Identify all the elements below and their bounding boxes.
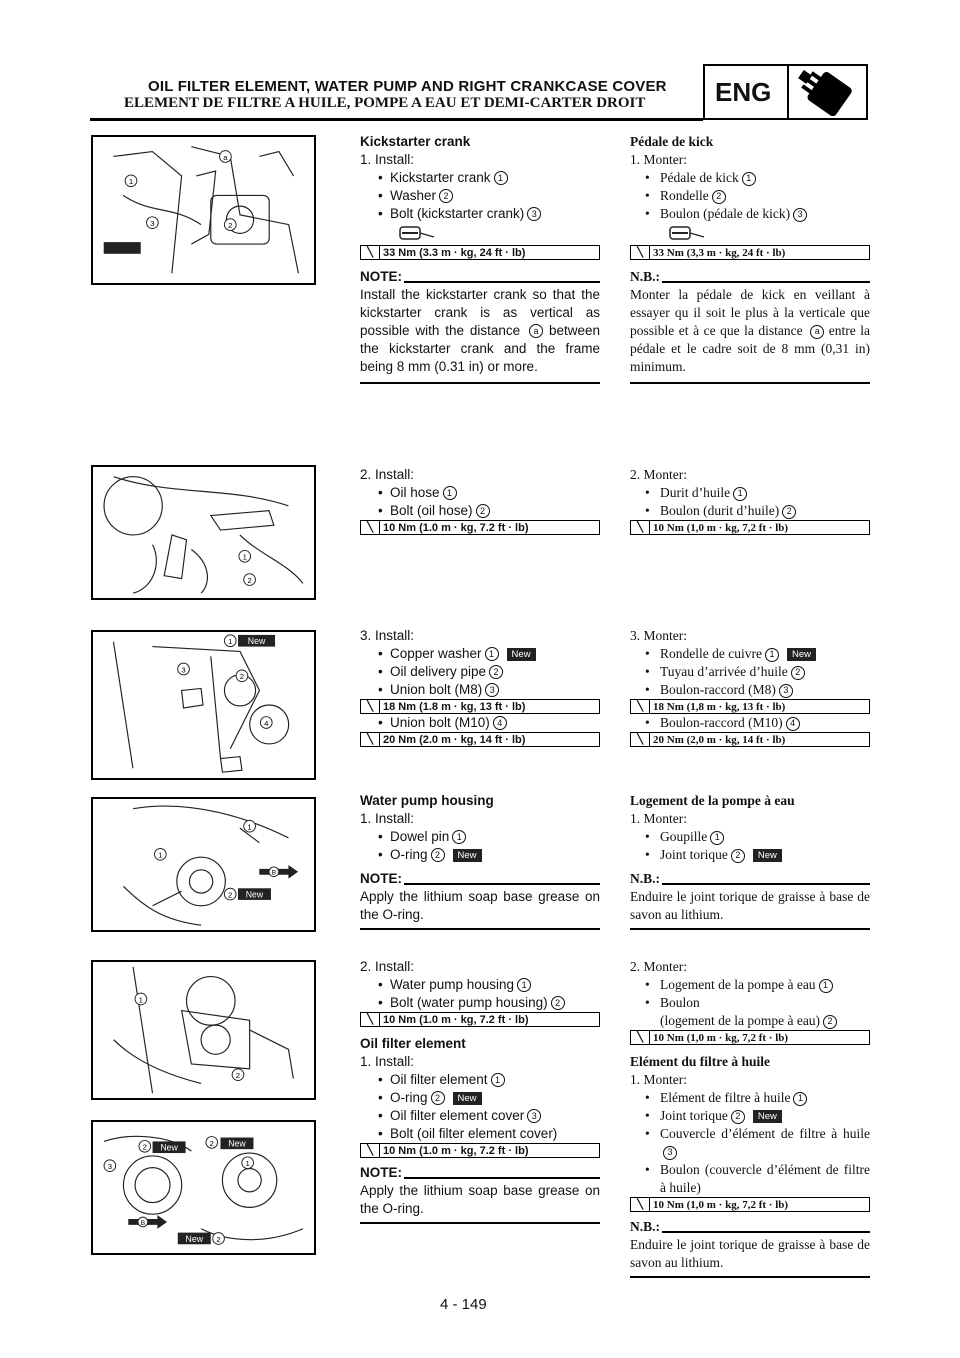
step: 1. Install: bbox=[360, 1054, 415, 1069]
callout-1: 1 bbox=[247, 822, 252, 832]
callout-1: 1 bbox=[242, 552, 247, 562]
wrench-icon: ╲ bbox=[631, 700, 650, 713]
note-header: NOTE: bbox=[360, 1164, 600, 1182]
callout-1: 1 bbox=[128, 177, 134, 187]
wrench-icon: ╲ bbox=[361, 246, 380, 259]
note-text: Install the kickstarter crank so that the kickstarter crank is as vertical as possible with the distance a between the kickstarter crank and the frame being 8 mm (0.31 in) or more. bbox=[360, 287, 600, 374]
grease-gun-icon bbox=[394, 223, 454, 245]
oil-hose-illustration bbox=[91, 465, 316, 600]
header-title-en: OIL FILTER ELEMENT, WATER PUMP AND RIGHT CRANKCASE COVER bbox=[148, 78, 667, 95]
wrench-icon: ╲ bbox=[631, 733, 650, 746]
item: Bolt (oil hose) bbox=[390, 503, 473, 518]
wph2-section-en: 2. Install: • Water pump housing 1 • Bolt (water pump housing) 2 ╲ 10 Nm (1.0 m · kg, 7.2 ft · lb) Oil filter element 1. Install: • Oil filter element 1 • O-ring 2 New • Oil filter element cover 3 • Bolt (oil filter element cover) ╲ 10 Nm (1.0 m · kg, 7.2 ft · lb) NOTE: Apply the lithium soap base grease on the O-ring. bbox=[360, 958, 600, 1224]
wrench-icon: ╲ bbox=[361, 521, 380, 534]
callout-2c: 2 bbox=[216, 1234, 221, 1244]
grease-mark: B bbox=[140, 1219, 146, 1227]
section-title: Oil filter element bbox=[360, 1036, 466, 1051]
note-header: N.B.: bbox=[630, 870, 870, 888]
torque-spec: ╲ 18 Nm (1,8 m · kg, 13 ft · lb) bbox=[630, 699, 870, 714]
torque-spec: ╲ 10 Nm (1,0 m · kg, 7,2 ft · lb) bbox=[630, 1197, 870, 1212]
note-header: NOTE: bbox=[360, 268, 600, 286]
step: 3. Monter: bbox=[630, 628, 687, 643]
section-title: Kickstarter crank bbox=[360, 134, 471, 149]
oil-hose-section-fr: 2. Monter: • Durit d’huile 1 • Boulon (durit d’huile) 2 ╲ 10 Nm (1,0 m · kg, 7,2 ft · lb) bbox=[630, 466, 870, 535]
num: 1 bbox=[494, 171, 508, 185]
wrench-icon: ╲ bbox=[631, 521, 650, 534]
torque-spec: ╲ 10 Nm (1,0 m · kg, 7,2 ft · lb) bbox=[630, 520, 870, 535]
water-pump-bolt-illustration bbox=[91, 960, 316, 1100]
step: 1. Monter: bbox=[630, 811, 687, 826]
torque-spec: ╲ 33 Nm (3,3 m · kg, 24 ft · lb) bbox=[630, 245, 870, 260]
wrench-icon: ╲ bbox=[631, 246, 650, 259]
header-title-fr: ELEMENT DE FILTRE A HUILE, POMPE A EAU ET DEMI-CARTER DROIT bbox=[124, 95, 646, 111]
callout-2: 2 bbox=[228, 890, 233, 900]
kickstarter-section-fr: Pédale de kick 1. Monter: • Pédale de kick 1 • Rondelle 2 • Boulon (pédale de kick) 3 ╲ 33 Nm (3,3 m · kg, 24 ft · lb) N.B.: Monter la pédale de kick en veillant à essayer qu il soit le plus à la verticale que possible et à ce que la distance a entre la pédale et le cadre soit de 8 mm (0,31 in) minimum. bbox=[630, 133, 870, 384]
eng-label: ENG bbox=[715, 77, 772, 107]
wrench-icon: ╲ bbox=[361, 1144, 380, 1157]
new-badge: New bbox=[185, 1233, 204, 1244]
oil-delivery-section-en: 3. Install: • Copper washer 1 New • Oil delivery pipe 2 • Union bolt (M8) 3 ╲ 18 Nm (1.8 m · kg, 13 ft · lb) • Union bolt (M10) 4 ╲ 20 Nm (2.0 m · kg, 14 ft · lb) bbox=[360, 627, 600, 747]
new-badge: New bbox=[753, 849, 782, 862]
new-badge: New bbox=[453, 849, 482, 862]
callout-2: 2 bbox=[247, 575, 252, 585]
water-pump-housing-illustration bbox=[91, 797, 316, 932]
step: 2. Monter: bbox=[630, 467, 687, 482]
torque-spec: ╲ 10 Nm (1.0 m · kg, 7.2 ft · lb) bbox=[360, 1012, 600, 1027]
callout-3: 3 bbox=[107, 1162, 113, 1172]
wph2-section-fr: 2. Monter: • Logement de la pompe à eau 1 • Boulon (logement de la pompe à eau) 2 ╲ 10 Nm (1,0 m · kg, 7,2 ft · lb) Elément du filtre à huile 1. Monter: • Elément de filtre à huile 1 • Joint torique 2 New • Couvercle d’élément de filtre à huile3 • Boulon (couvercle d’élément de filtre à huile) ╲ 10 Nm (1,0 m · kg, 7,2 ft · lb) N.B.: Enduire le joint torique de graisse à base de savon au lithium. bbox=[630, 958, 870, 1278]
section-title: Logement de la pompe à eau bbox=[630, 793, 795, 808]
wrench-icon: ╲ bbox=[631, 1031, 650, 1044]
callout-3: 3 bbox=[181, 665, 186, 675]
wrench-icon: ╲ bbox=[361, 1013, 380, 1026]
new-badge: New bbox=[247, 636, 266, 647]
torque-spec: ╲ 20 Nm (2,0 m · kg, 14 ft · lb) bbox=[630, 732, 870, 747]
step: 1. Install: bbox=[360, 811, 415, 826]
wrench-icon: ╲ bbox=[361, 700, 380, 713]
callout-2: 2 bbox=[228, 221, 233, 231]
step: 2. Install: bbox=[360, 959, 415, 974]
item: Kickstarter crank bbox=[390, 170, 491, 185]
note-text: Apply the lithium soap base grease on the O-ring. bbox=[360, 889, 600, 922]
note-text: Monter la pédale de kick en veillant à essayer qu il soit le plus à la verticale que possible et à ce que la distance a entre la pédale et le cadre soit de 8 mm (0,31 in) minimum. bbox=[630, 287, 871, 374]
callout-1b: 1 bbox=[158, 850, 163, 860]
wrench-icon: ╲ bbox=[361, 733, 380, 746]
new-badge: New bbox=[753, 1110, 782, 1123]
new-badge: New bbox=[787, 648, 816, 661]
wph-section-fr: Logement de la pompe à eau 1. Monter: • Goupille 1 • Joint torique 2 New N.B.: Enduire le joint torique de graisse à base de savon au lithium. bbox=[630, 792, 870, 930]
oil-hose-section-en: 2. Install: • Oil hose 1 • Bolt (oil hose) 2 ╲ 10 Nm (1.0 m · kg, 7.2 ft · lb) bbox=[360, 466, 600, 535]
callout-3: 3 bbox=[150, 219, 155, 229]
section-title: Water pump housing bbox=[360, 793, 494, 808]
callout-2: 2 bbox=[235, 1071, 241, 1081]
step: 1. Install: bbox=[360, 152, 415, 167]
callout-a: a bbox=[223, 152, 228, 162]
kickstarter-illustration bbox=[91, 135, 316, 285]
callout-2: 2 bbox=[142, 1142, 147, 1152]
item: Oil hose bbox=[390, 485, 440, 500]
callout-2: 2 bbox=[239, 672, 245, 682]
oil-delivery-illustration bbox=[91, 630, 316, 780]
item: Washer bbox=[390, 188, 437, 203]
torque-spec: ╲ 33 Nm (3.3 m · kg, 24 ft · lb) bbox=[360, 245, 600, 260]
new-badge: New bbox=[453, 1092, 482, 1105]
callout-1: 1 bbox=[228, 637, 233, 647]
new-badge: New bbox=[507, 648, 536, 661]
torque-spec: ╲ 20 Nm (2.0 m · kg, 14 ft · lb) bbox=[360, 732, 600, 747]
wph-section-en: Water pump housing 1. Install: • Dowel pin 1 • O-ring 2 New NOTE: Apply the lithium soap base grease on the O-ring. bbox=[360, 792, 600, 930]
note-text: Apply the lithium soap base grease on the O-ring. bbox=[360, 1183, 600, 1216]
oil-filter-illustration bbox=[91, 1120, 316, 1255]
grease-gun-icon bbox=[664, 223, 724, 245]
page-number: 4 - 149 bbox=[440, 1296, 487, 1313]
engine-icon bbox=[793, 70, 863, 116]
num: 3 bbox=[527, 207, 541, 221]
step: 1. Monter: bbox=[630, 152, 687, 167]
new-badge: New bbox=[245, 889, 264, 900]
step: 2. Install: bbox=[360, 467, 415, 482]
step: 3. Install: bbox=[360, 628, 415, 643]
section-title: Pédale de kick bbox=[630, 134, 714, 149]
note-header: N.B.: bbox=[630, 1218, 870, 1236]
num: 2 bbox=[439, 189, 453, 203]
section-title: Elément du filtre à huile bbox=[630, 1054, 770, 1069]
callout-1: 1 bbox=[245, 1159, 250, 1169]
step: 1. Monter: bbox=[630, 1072, 687, 1087]
note-text: Enduire le joint torique de graisse à base de savon au lithium. bbox=[630, 889, 870, 922]
torque-spec: ╲ 10 Nm (1,0 m · kg, 7,2 ft · lb) bbox=[630, 1030, 870, 1045]
new-badge: New bbox=[228, 1138, 246, 1149]
oil-delivery-section-fr: 3. Monter: • Rondelle de cuivre 1 New • Tuyau d’arrivée d’huile 2 • Boulon-raccord (M8) 3 ╲ 18 Nm (1,8 m · kg, 13 ft · lb) • Boulon-raccord (M10) 4 ╲ 20 Nm (2,0 m · kg, 14 ft · lb) bbox=[630, 627, 870, 747]
kickstarter-section-en bbox=[360, 133, 600, 384]
note-text: Enduire le joint torique de graisse à base de savon au lithium. bbox=[630, 1237, 870, 1270]
eng-badge bbox=[703, 64, 868, 120]
new-badge: New bbox=[160, 1142, 178, 1153]
callout-2b: 2 bbox=[209, 1138, 214, 1148]
item: Bolt (kickstarter crank) bbox=[390, 206, 525, 221]
grease-mark: B bbox=[271, 869, 277, 877]
wrench-icon: ╲ bbox=[631, 1198, 650, 1211]
note-header: N.B.: bbox=[630, 268, 870, 286]
callout-1: 1 bbox=[138, 995, 144, 1005]
callout-4: 4 bbox=[264, 718, 269, 728]
step: 2. Monter: bbox=[630, 959, 687, 974]
torque-spec: ╲ 18 Nm (1.8 m · kg, 13 ft · lb) bbox=[360, 699, 600, 714]
note-header: NOTE: bbox=[360, 870, 600, 888]
torque-spec: ╲ 10 Nm (1.0 m · kg, 7.2 ft · lb) bbox=[360, 1143, 600, 1158]
torque-spec: ╲ 10 Nm (1.0 m · kg, 7.2 ft · lb) bbox=[360, 520, 600, 535]
